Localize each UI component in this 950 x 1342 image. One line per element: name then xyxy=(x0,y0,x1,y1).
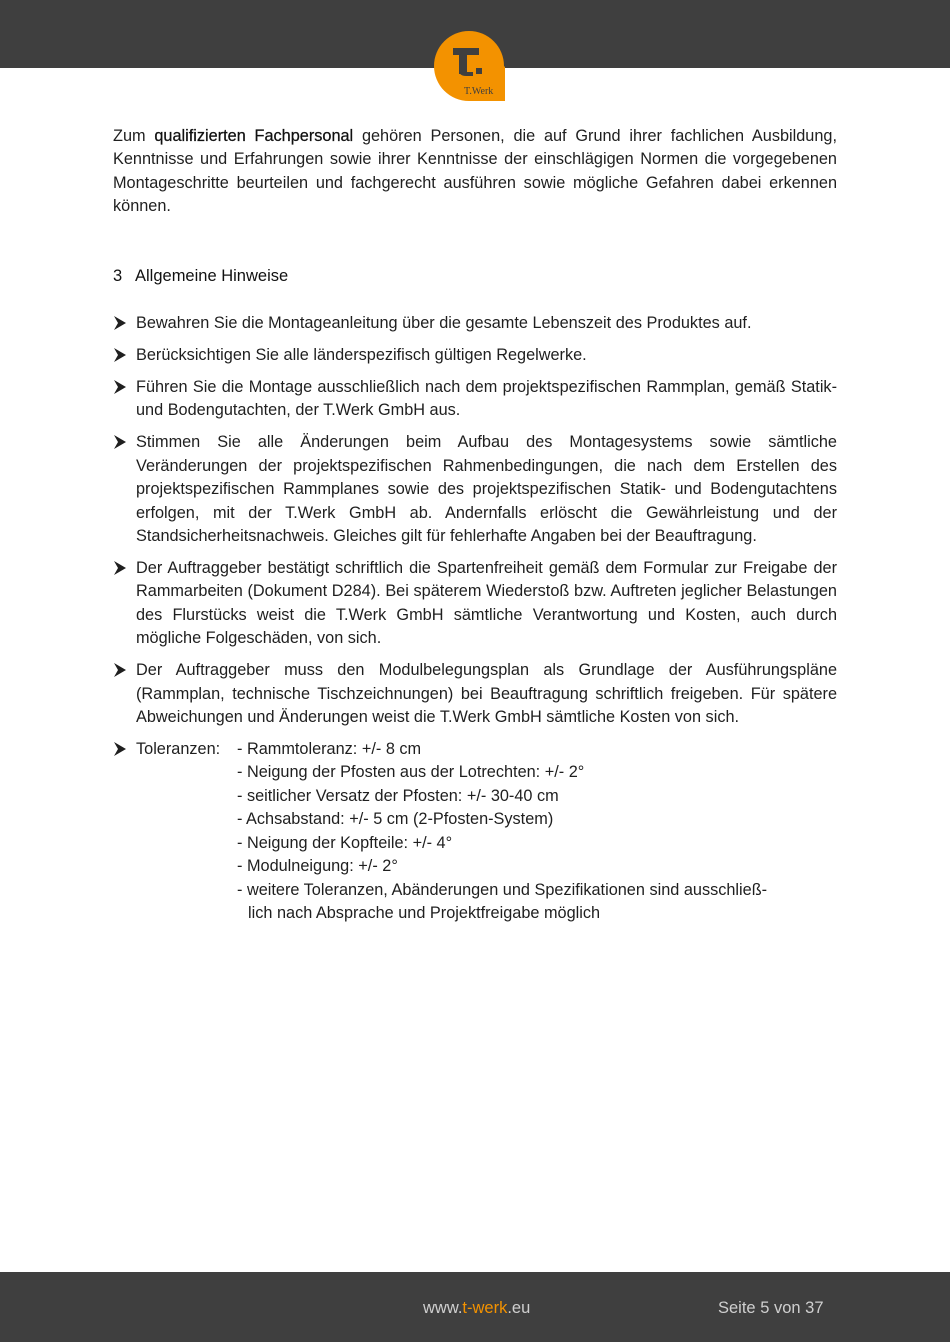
bullet-list xyxy=(113,312,837,925)
arrow-bullet-icon xyxy=(113,348,127,362)
list-item: Führen Sie die Montage ausschließlich nach dem projektspezifischen Rammplan, gemäß Statik- und Bodengutachten, der T.Werk GmbH aus. xyxy=(113,376,837,423)
intro-bold-term: qualifizierten Fachpersonal xyxy=(154,127,354,145)
tolerances-label: Toleranzen: xyxy=(136,740,221,759)
tolerance-line: - Neigung der Pfosten aus der Lotrechten: +/- 2° xyxy=(237,763,585,782)
arrow-bullet-icon xyxy=(113,435,127,449)
section-title: Allgemeine Hinweise xyxy=(135,267,289,285)
list-item: Berücksichtigen Sie alle länderspezifisch gültigen Regelwerke. xyxy=(113,344,837,367)
list-item: Stimmen Sie alle Änderungen beim Aufbau des Montagesystems sowie sämtliche Veränderungen der projektspezifischen Rahmenbedingungen, die nach dem Erstellen des projektspezifischen Rammplanes sowie des projektspezifischen Statik- und Bodengutachtens erfolgen, mit der T.Werk GmbH ab. Andernfalls erlöscht die Gewährleistung und der Standsicherheitsnachweis. Gleiches gilt für fehlerhafte Angaben bei der Beauftragung. xyxy=(113,431,837,548)
list-item: Der Auftraggeber muss den Modulbelegungsplan als Grundlage der Ausführungspläne (Rammplan, technische Tischzeichnungen) bei Beauftragung schriftlich freigeben. Für spätere Abweichungen und Änderungen weist die T.Werk GmbH sämtliche Kosten von sich. xyxy=(113,659,837,729)
arrow-bullet-icon xyxy=(113,316,127,330)
page-number: Seite 5 von 37 xyxy=(718,1299,824,1317)
tolerances-list xyxy=(237,738,837,925)
arrow-bullet-icon xyxy=(113,561,127,575)
arrow-bullet-icon xyxy=(113,742,127,756)
tolerance-line: - Achsabstand: +/- 5 cm (2-Pfosten-System) xyxy=(237,810,554,829)
intro-text-start: Zum xyxy=(113,127,155,145)
tolerance-line: - seitlicher Versatz der Pfosten: +/- 30-40 cm xyxy=(237,786,559,805)
intro-paragraph xyxy=(113,125,837,219)
arrow-bullet-icon xyxy=(113,380,127,394)
tolerances-item xyxy=(113,738,837,925)
t-werk-logo xyxy=(433,30,506,104)
list-item: Bewahren Sie die Montageanleitung über die gesamte Lebenszeit des Produktes auf. xyxy=(113,312,837,335)
tolerance-line: - Neigung der Kopfteile: +/- 4° xyxy=(237,833,453,852)
tolerance-line: - weitere Toleranzen, Abänderungen und Spezifikationen sind ausschließ- xyxy=(237,880,768,899)
tolerance-line: - Modulneigung: +/- 2° xyxy=(237,857,398,876)
section-heading xyxy=(113,265,288,288)
section-number: 3 xyxy=(113,267,123,285)
tolerance-line: - Rammtoleranz: +/- 8 cm xyxy=(237,740,422,759)
svg-text:T.Werk: T.Werk xyxy=(464,86,494,97)
intro-text-rest: gehören Personen, die auf Grund ihrer fachlichen Ausbildung, Kenntnisse und Erfahrungen sowie ihrer Kenntnisse der einschlägigen Normen die vorgegebenen Montageschritte beurteilen und fachgerecht ausführen sowie mögliche Gefahren dabei erkennen können. xyxy=(113,127,837,216)
arrow-bullet-icon xyxy=(113,663,127,677)
footer-website-link[interactable]: www.t-werk.eu xyxy=(423,1299,531,1317)
tolerance-line-continuation: lich nach Absprache und Projektfreigabe möglich xyxy=(248,903,601,922)
list-item: Der Auftraggeber bestätigt schriftlich die Spartenfreiheit gemäß dem Formular zur Freigabe der Rammarbeiten (Dokument D284). Bei späterem Wiederstoß bzw. Auftreten jeglicher Belastungen des Flurstücks weist die T.Werk GmbH sämtliche Verantwortung und Kosten, auch durch mögliche Folgeschäden, von sich. xyxy=(113,557,837,651)
